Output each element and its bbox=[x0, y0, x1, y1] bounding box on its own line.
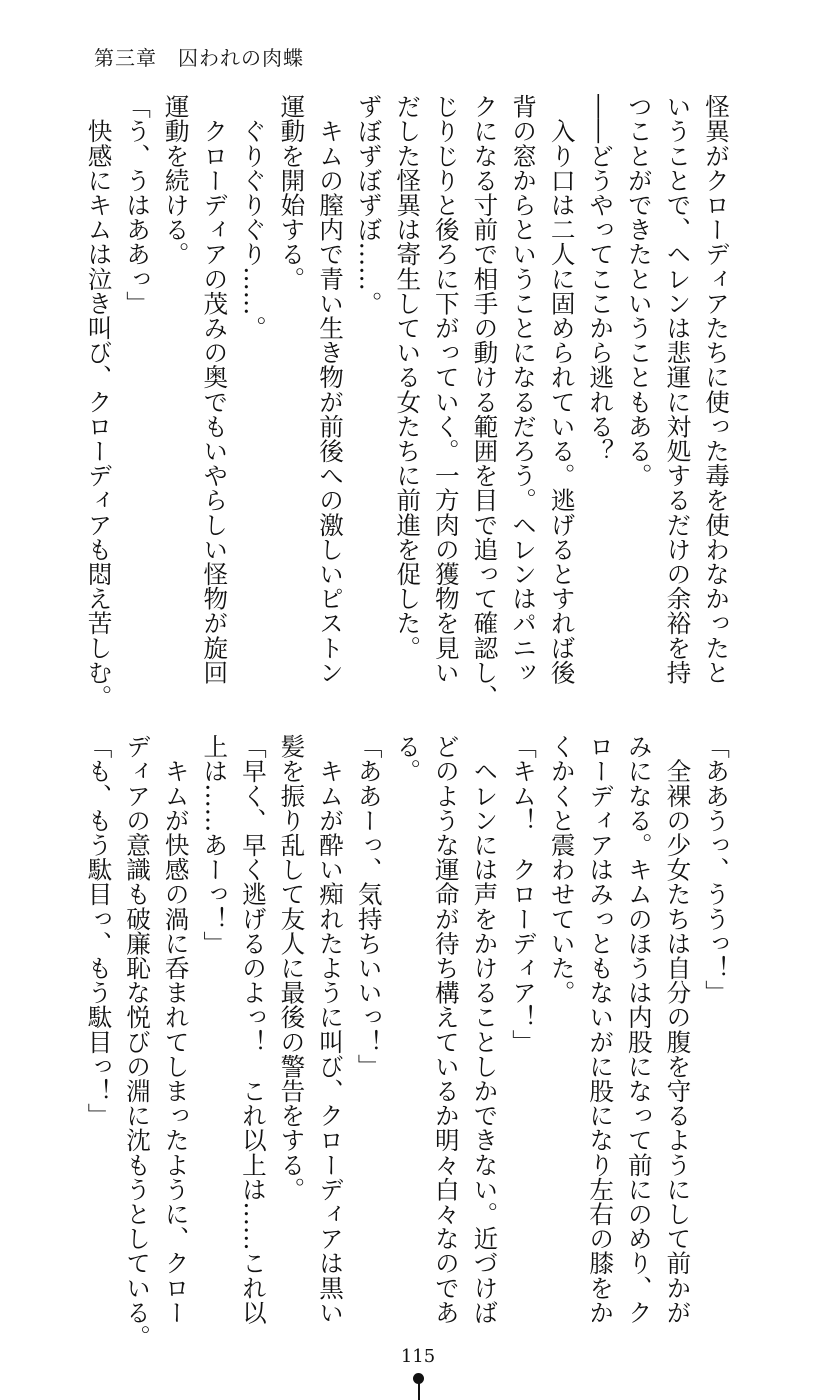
chapter-header: 第三章 囚われの肉蝶 bbox=[94, 46, 304, 70]
text-column: 運動を続ける。 bbox=[161, 94, 191, 267]
text-column: ローディアはみっともないがに股になり左右の膝をか bbox=[586, 734, 616, 1325]
text-column: ディアの意識も破廉恥な悦びの淵に沈もうとしている。 bbox=[123, 734, 153, 1349]
text-column: 「ああうっ、ううっ！」 bbox=[702, 734, 731, 1005]
text-column: る。 bbox=[393, 734, 423, 784]
text-column: ――どうやってここから逃れる？ bbox=[586, 94, 616, 463]
text-column: クになる寸前で相手の動ける範囲を目で追って確認し、 bbox=[470, 94, 500, 709]
text-column: どのような運命が待ち構えているか明々白々なのであ bbox=[431, 734, 461, 1325]
text-column: 「早く、早く逃げるのよっ！ これ以上は……これ以 bbox=[238, 734, 268, 1325]
text-column: ヘレンには声をかけることしかできない。近づけば bbox=[470, 734, 500, 1325]
text-column: クローディアの茂みの奥でもいやらしい怪物が旋回 bbox=[200, 94, 230, 685]
text-block-bottom bbox=[79, 734, 735, 1349]
text-column: 髪を振り乱して友人に最後の警告をする。 bbox=[277, 734, 307, 1202]
text-block-top bbox=[79, 94, 735, 709]
text-column: 上は……あーっ！」 bbox=[200, 734, 230, 956]
text-column: キムの膣内で青い生き物が前後への激しいピストン bbox=[316, 94, 346, 685]
text-column: 「う、うはああっ」 bbox=[123, 94, 153, 316]
text-column: ぐりぐりぐり……。 bbox=[238, 94, 268, 340]
text-column: くかくと震わせていた。 bbox=[547, 734, 577, 1005]
text-column: キムが快感の渦に呑まれてしまったように、クロー bbox=[161, 734, 191, 1325]
text-column: 入り口は二人に固められている。逃げるとすれば後 bbox=[547, 94, 577, 685]
text-column: 快感にキムは泣き叫び、クローディアも悶え苦しむ。 bbox=[84, 94, 114, 709]
text-column: じりじりと後ろに下がっていく。一方肉の獲物を見い bbox=[431, 94, 461, 685]
text-column: 運動を開始する。 bbox=[277, 94, 307, 291]
page-marker-line bbox=[418, 1383, 420, 1400]
text-column: みになる。キムのほうは内股になって前にのめり、ク bbox=[624, 734, 654, 1325]
text-column: いうことで、ヘレンは悲運に対処するだけの余裕を持 bbox=[663, 94, 693, 685]
text-column: 背の窓からということになるだろう。ヘレンはパニッ bbox=[509, 94, 539, 685]
text-column: 「ああーっ、気持ちいいっ！」 bbox=[354, 734, 384, 1079]
text-column: 全裸の少女たちは自分の腹を守るようにして前かが bbox=[663, 734, 693, 1325]
text-column: 怪異がクローディアたちに使った毒を使わなかったと bbox=[702, 94, 731, 685]
text-column: 「キム！ クローディア！」 bbox=[509, 734, 539, 1054]
page-number: 115 bbox=[400, 1346, 436, 1367]
text-column: 「も、もう駄目っ、もう駄目っ！」 bbox=[84, 734, 114, 1128]
text-column: ずぼずぼずぼ……。 bbox=[354, 94, 384, 316]
text-column: キムが酔い痴れたように叫び、クローディアは黒い bbox=[316, 734, 346, 1325]
text-column: だした怪異は寄生している女たちに前進を促した。 bbox=[393, 94, 423, 660]
text-column: つことができたということもある。 bbox=[624, 94, 654, 488]
